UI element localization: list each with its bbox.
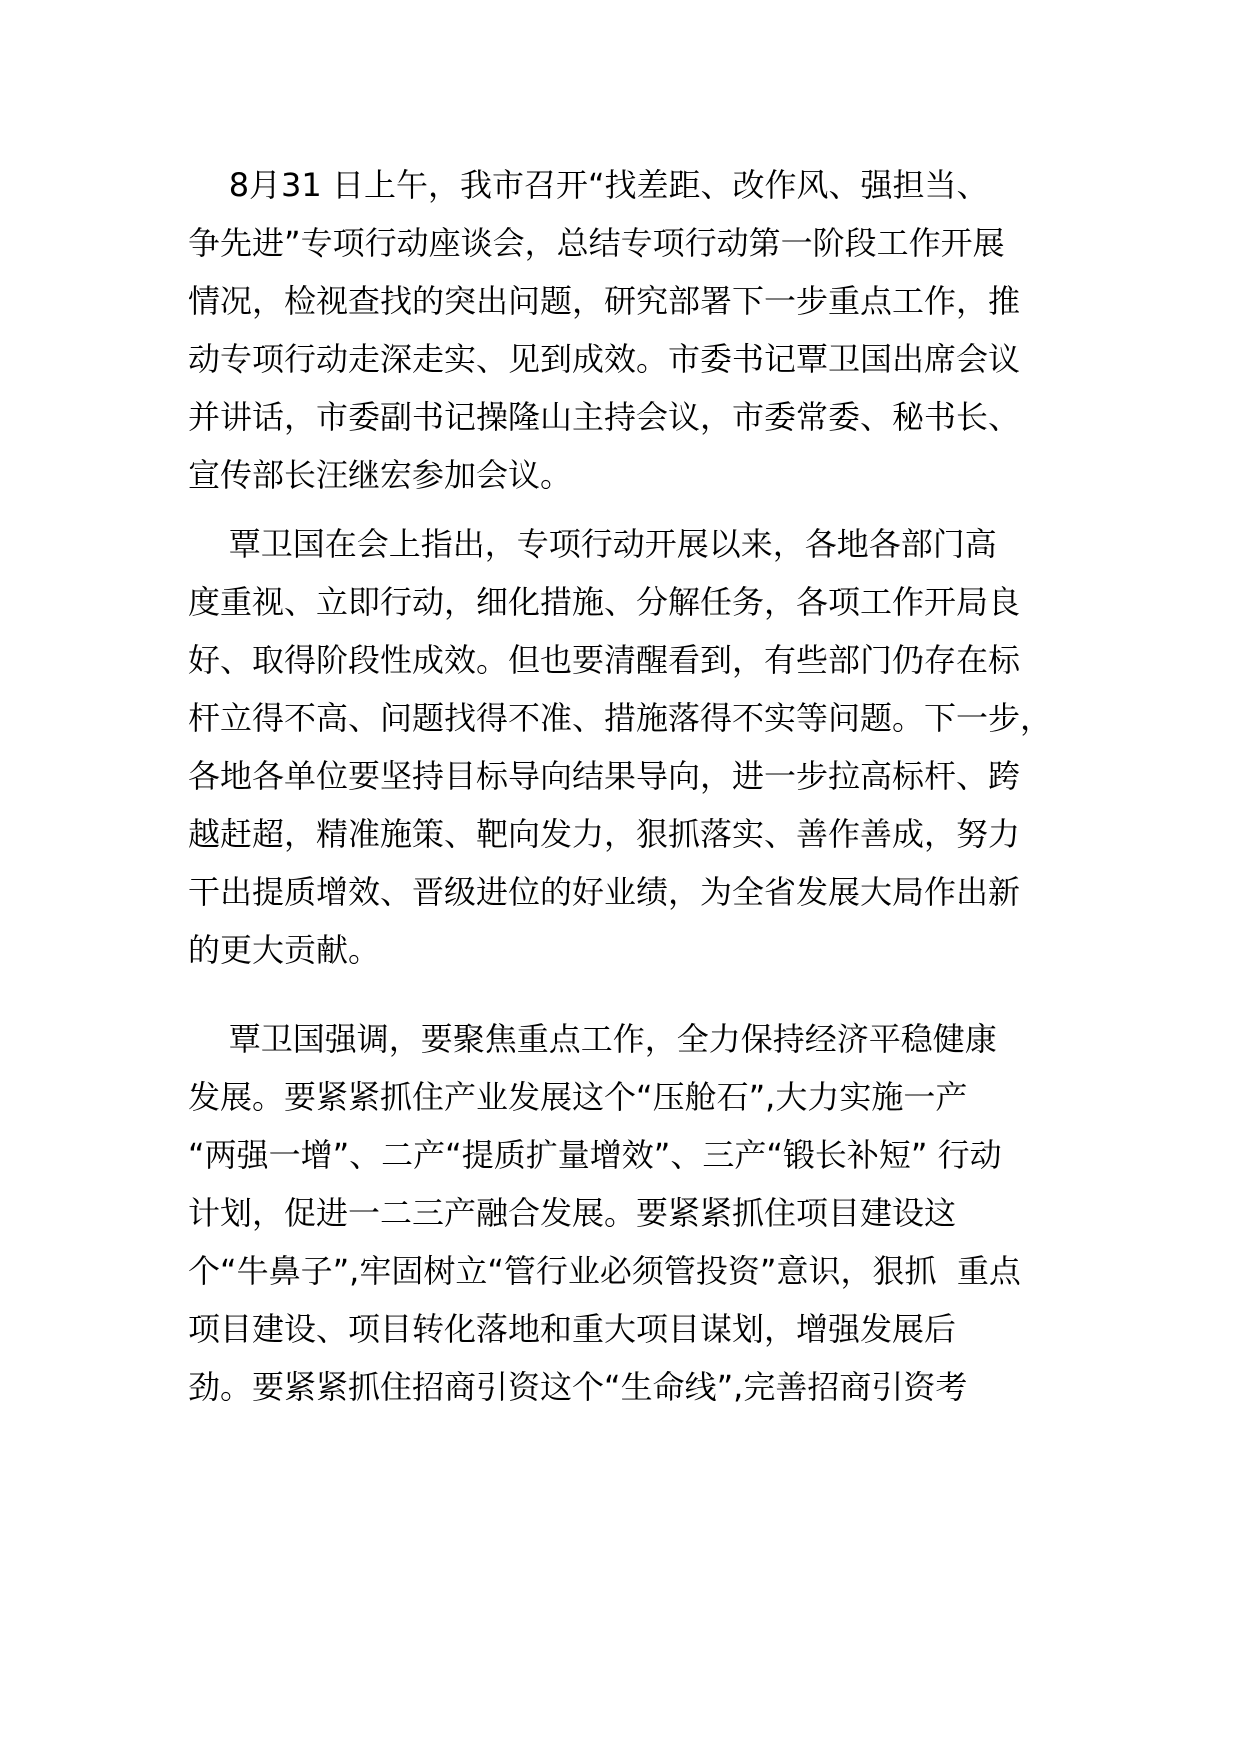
text-line: 8月31 日上午，我市召开“找差距、改作风、强担当、 (188, 166, 989, 204)
text-line: 劲。要紧紧抓住招商引资这个“生命线”,完善招商引资考 (188, 1368, 968, 1406)
paragraph-meeting-summary (188, 156, 1088, 504)
text-line: “两强一增”、二产“提质扩量增效”、三产“锻长补短” 行动 (188, 1136, 1002, 1174)
text-line: 动专项行动走深走实、见到成效。市委书记覃卫国出席会议 (188, 340, 1021, 378)
text-line: 各地各单位要坚持目标导向结果导向，进一步拉高标杆、跨 (188, 757, 1021, 795)
text-line: 情况，检视查找的突出问题，研究部署下一步重点工作，推 (188, 282, 1021, 320)
text-line: 个“牛鼻子”,牢固树立“管行业必须管投资”意识，狠抓 重点 (188, 1252, 1021, 1290)
text-line: 并讲话，市委副书记操隆山主持会议，市委常委、秘书长、 (188, 398, 1021, 436)
text-line: 计划，促进一二三产融合发展。要紧紧抓住项目建设这 (188, 1194, 957, 1232)
text-line: 项目建设、项目转化落地和重大项目谋划，增强发展后 (188, 1310, 957, 1348)
text-line: 宣传部长汪继宏参加会议。 (188, 456, 573, 494)
text-line: 干出提质增效、晋级进位的好业绩，为全省发展大局作出新 (188, 873, 1021, 911)
text-line: 度重视、立即行动，细化措施、分解任务，各项工作开局良 (188, 583, 1021, 621)
text-line: 争先进”专项行动座谈会，总结专项行动第一阶段工作开展 (188, 224, 1005, 262)
paragraph-key-work (188, 1010, 1088, 1416)
text-line: 好、取得阶段性成效。但也要清醒看到，有些部门仍存在标 (188, 641, 1021, 679)
text-line: 覃卫国强调，要聚焦重点工作，全力保持经济平稳健康 (188, 1020, 997, 1058)
text-line: 发展。要紧紧抓住产业发展这个“压舱石”,大力实施一产 (188, 1078, 968, 1116)
paragraph-progress-review (188, 515, 1088, 979)
text-line: 覃卫国在会上指出，专项行动开展以来，各地各部门高 (188, 525, 997, 563)
text-line: 越赶超，精准施策、靶向发力，狠抓落实、善作善成，努力 (188, 815, 1021, 853)
text-line: 的更大贡献。 (188, 931, 381, 969)
text-line: 杆立得不高、问题找得不准、措施落得不实等问题。下一步， (188, 699, 1053, 737)
